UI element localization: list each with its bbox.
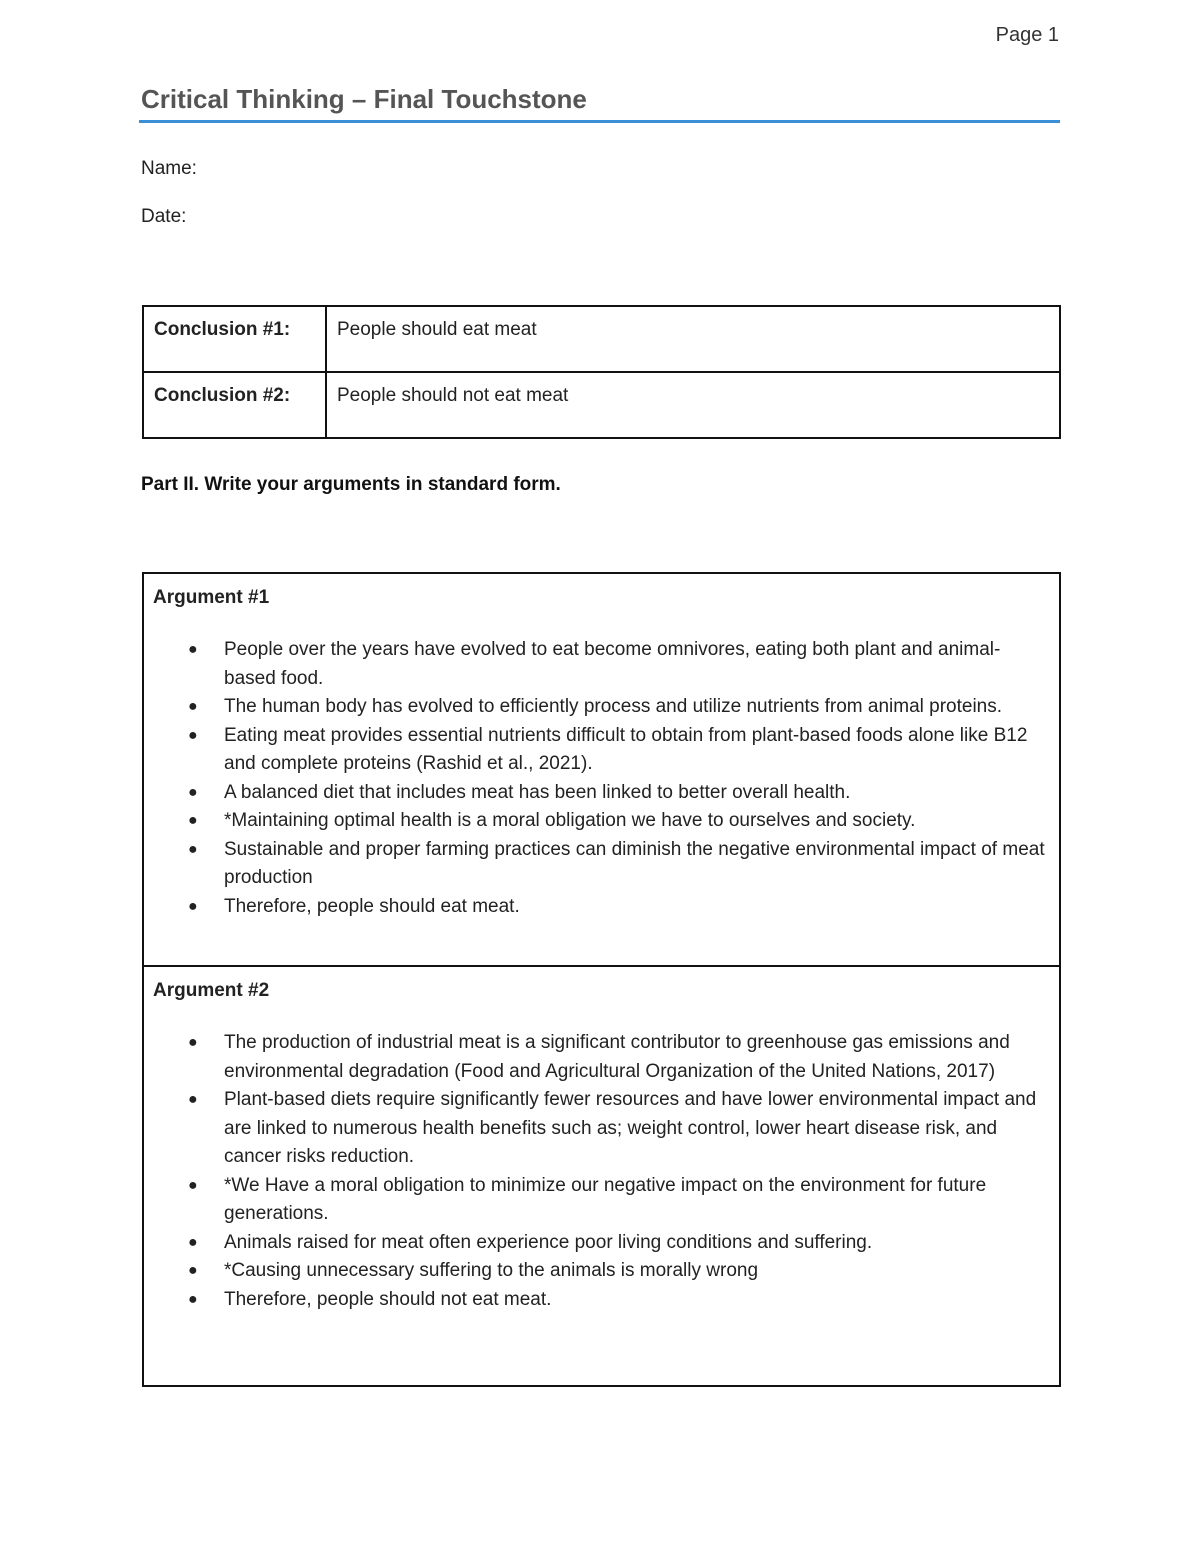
argument-point [153,1086,1049,1172]
argument-point [153,836,1049,893]
argument-point [153,1229,1049,1258]
argument-point-text: Plant-based diets require significantly fewer resources and have lower environmental impact and are linked to numerous health benefits such as; weight control, lower heart disease risk, and cancer risks reduction. [224,1089,1037,1167]
bullet-icon: ● [188,726,198,744]
argument-point [153,1286,1049,1315]
bullet-icon: ● [188,1233,198,1251]
argument-point-text: People over the years have evolved to eat become omnivores, eating both plant and animal-based food. [224,639,1001,689]
argument-point-text: A balanced diet that includes meat has been linked to better overall health. [224,781,851,803]
argument-point-text: Therefore, people should eat meat. [224,895,520,917]
argument-point [153,779,1049,808]
part2-heading: Part II. Write your arguments in standard form. [141,474,561,495]
argument-cell [143,966,1060,1386]
argument-point-text: Therefore, people should not eat meat. [224,1288,552,1310]
bullet-icon: ● [188,641,198,658]
name-label: Name: [141,158,197,179]
bullet-icon: ● [188,1262,198,1279]
argument-point [153,722,1049,779]
bullet-icon: ● [188,1176,198,1194]
bullet-icon: ● [188,783,198,801]
title-underline [139,120,1060,123]
argument-heading: Argument #1 [153,587,270,608]
argument-points [153,636,1049,921]
argument-point-text: *Causing unnecessary suffering to the animals is morally wrong [224,1260,759,1281]
conclusions-table [142,305,1061,439]
argument-point-text: *Maintaining optimal health is a moral obligation we have to ourselves and society. [224,810,916,831]
bullet-icon: ● [188,840,198,858]
argument-point [153,636,1049,693]
arguments-table [142,572,1061,1387]
page-number: Page 1 [995,24,1059,46]
conclusion-label: Conclusion #2: [143,372,326,438]
conclusion-label: Conclusion #1: [143,306,326,372]
argument-row-1 [143,573,1060,966]
document-title: Critical Thinking – Final Touchstone [141,84,587,114]
bullet-icon: ● [188,1091,198,1108]
argument-point-text: Sustainable and proper farming practices can diminish the negative environmental impact of meat production [224,838,1045,888]
bullet-icon: ● [188,812,198,829]
bullet-icon: ● [188,1290,198,1308]
argument-point-text: Eating meat provides essential nutrients difficult to obtain from plant-based foods alone like B12 and complete proteins (Rashid et al., 2021). [224,724,1028,774]
argument-heading: Argument #2 [153,980,270,1001]
bullet-icon: ● [188,698,198,715]
argument-point [153,1029,1049,1086]
conclusion-text: People should not eat meat [326,372,1060,438]
argument-point [153,893,1049,922]
conclusion-text: People should eat meat [326,306,1060,372]
argument-point [153,693,1049,722]
argument-point-text: *We Have a moral obligation to minimize our negative impact on the environment for future generations. [224,1174,987,1224]
argument-point-text: The human body has evolved to efficiently process and utilize nutrients from animal proteins. [224,696,1003,717]
argument-points [153,1029,1049,1314]
argument-point [153,1172,1049,1229]
argument-point [153,807,1049,836]
bullet-icon: ● [188,897,198,915]
conclusion-row-1 [143,306,1060,372]
date-label: Date: [141,206,187,227]
argument-row-2 [143,966,1060,1386]
argument-point-text: Animals raised for meat often experience poor living conditions and suffering. [224,1231,873,1253]
argument-cell [143,573,1060,966]
argument-point-text: The production of industrial meat is a significant contributor to greenhouse gas emissions and environmental degradation (Food and Agricultural Organization of the United Nations, 2017) [224,1032,1010,1082]
bullet-icon: ● [188,1034,198,1051]
conclusion-row-2 [143,372,1060,438]
argument-point [153,1257,1049,1286]
